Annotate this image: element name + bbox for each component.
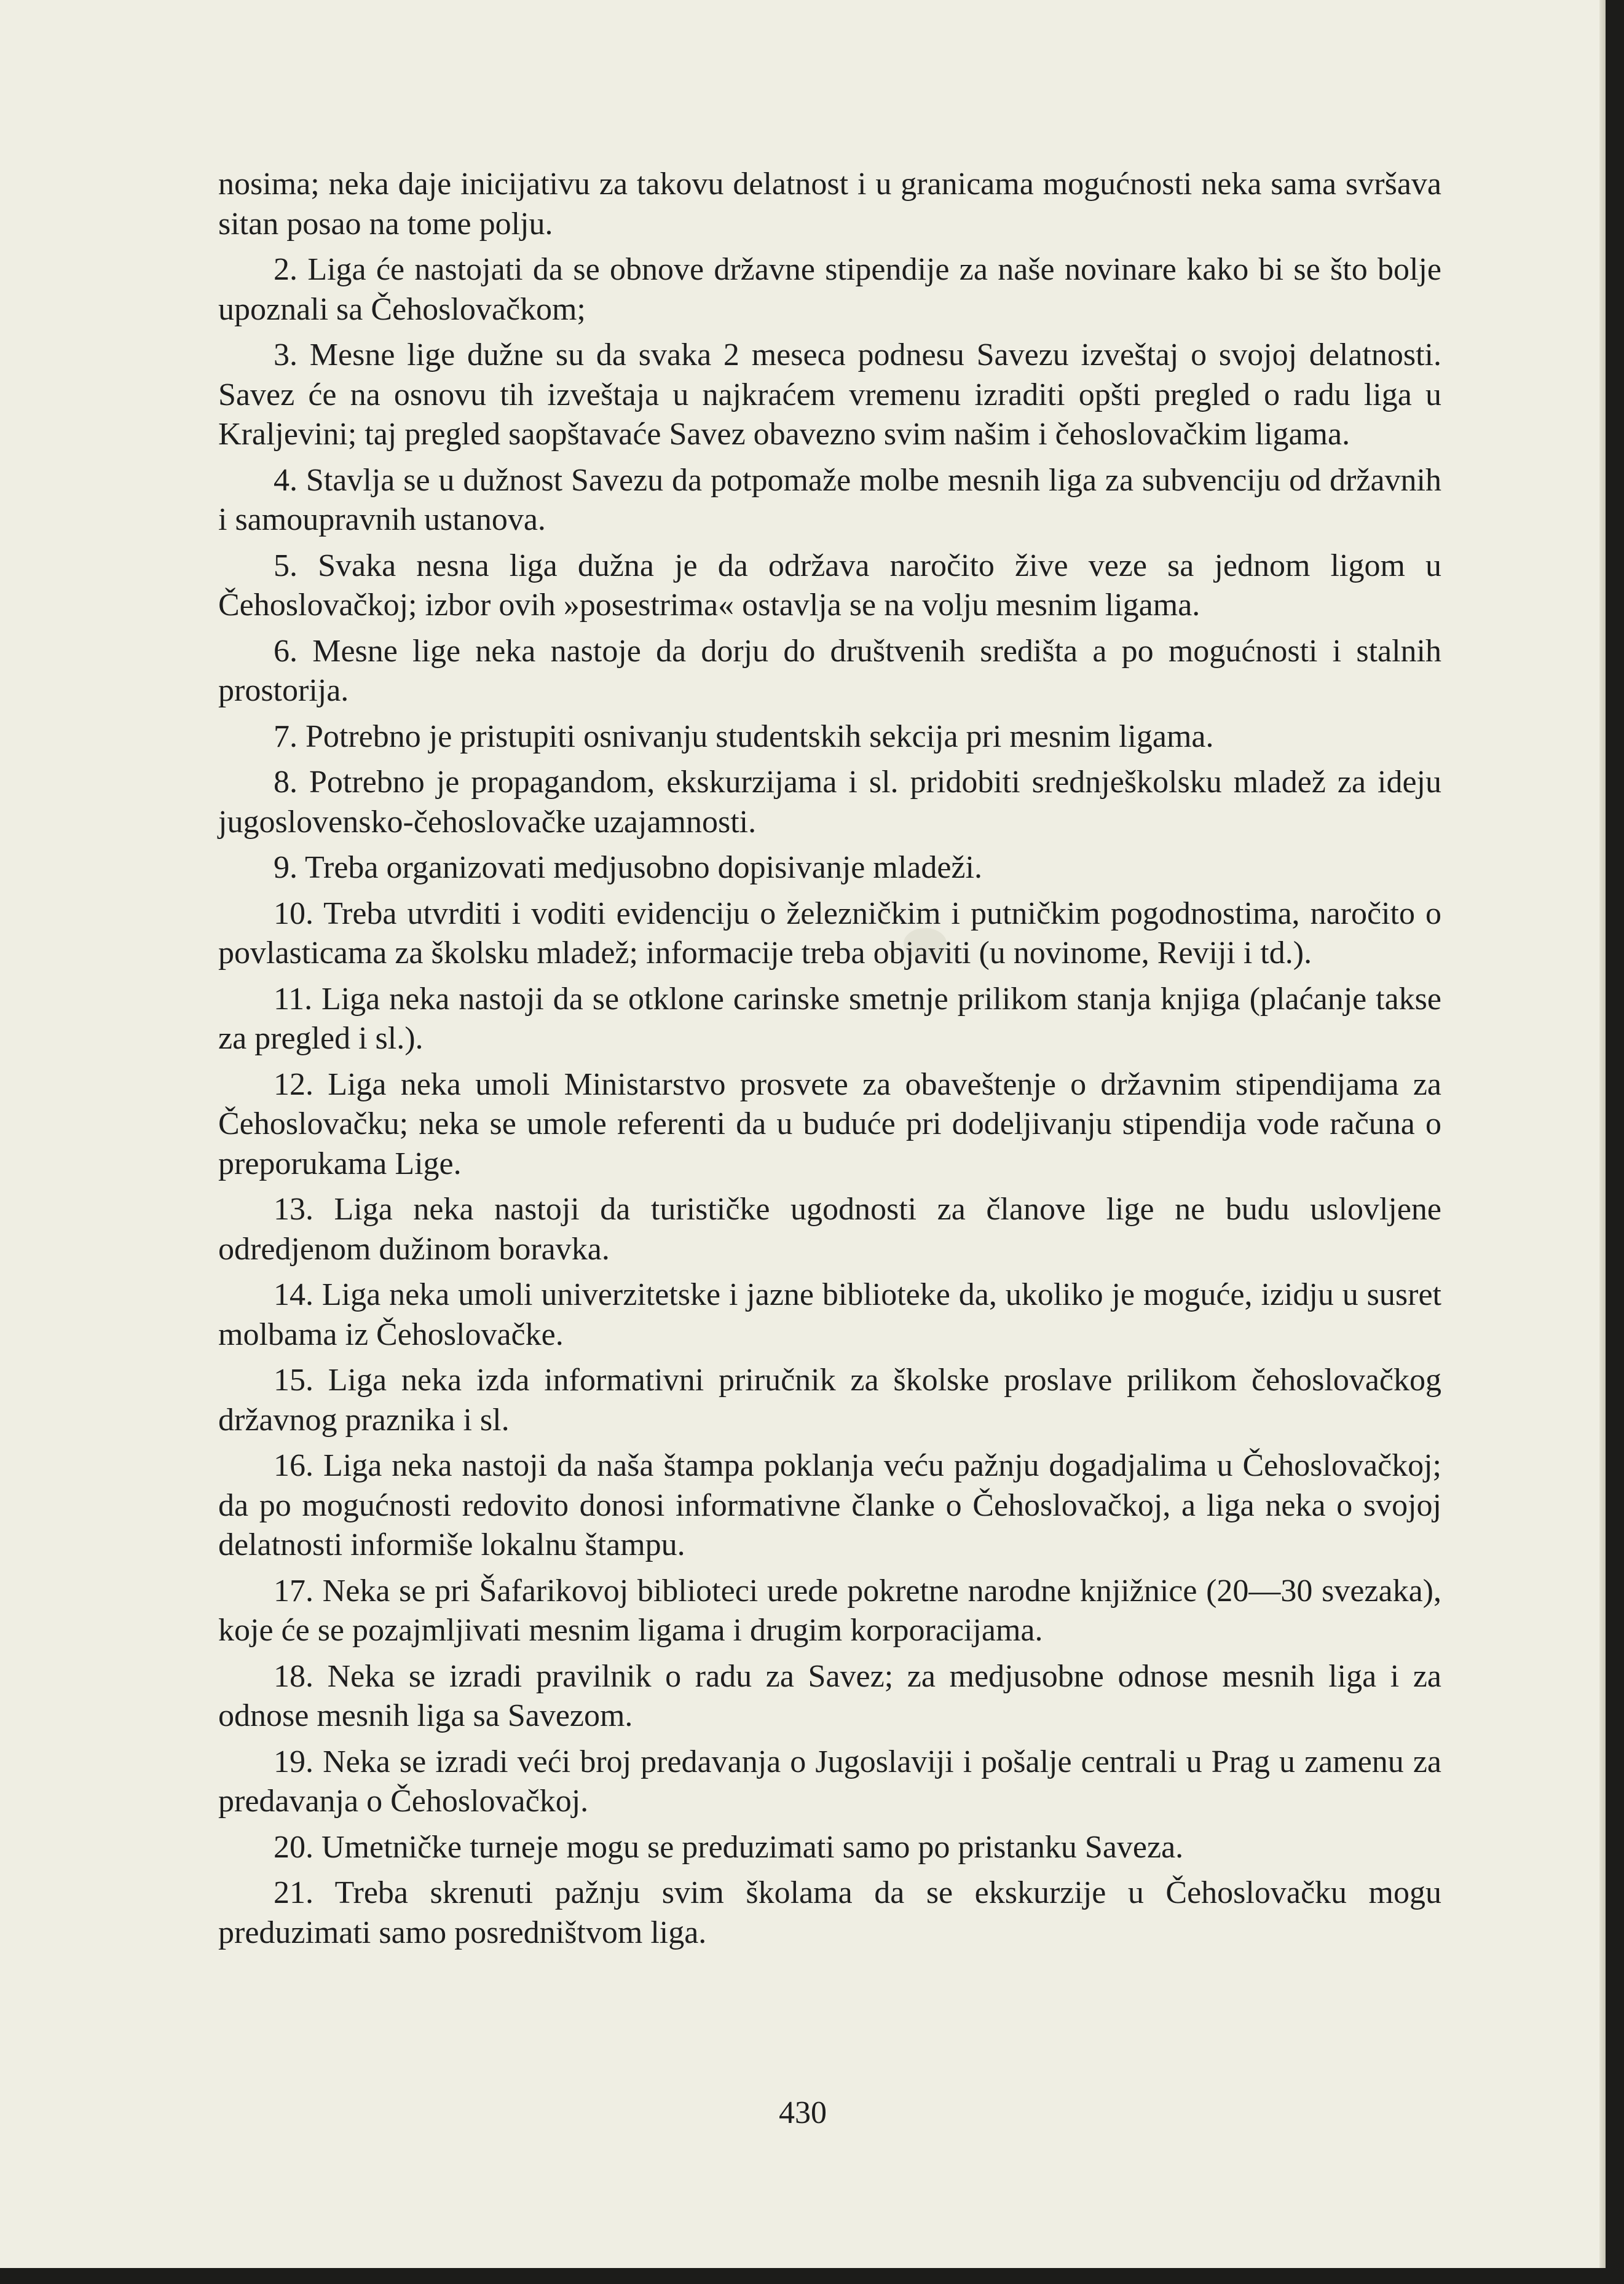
paragraph-item-17: 17. Neka se pri Šafarikovoj biblioteci urede pokretne narodne knjižnice (20—30 svezaka), koje će se pozajmljivati mesnim ligama i drugim korporacijama. bbox=[218, 1573, 1441, 1648]
paragraph-item-19: 19. Neka se izradi veći broj predavanja o Jugoslaviji i pošalje centrali u Prag u zamenu za predavanja o Čehoslovačkoj. bbox=[218, 1744, 1441, 1819]
paragraph-item-9: 9. Treba organizovati medjusobno dopisivanje mladeži. bbox=[274, 850, 982, 885]
paragraph-item-4: 4. Stavlja se u dužnost Savezu da potpomaže molbe mesnih liga za subvenciju od državnih i samoupravnih ustanova. bbox=[218, 462, 1441, 537]
paragraph-item-15: 15. Liga neka izda informativni priručnik za školske proslave prilikom čehoslovačkog državnog praznika i sl. bbox=[218, 1363, 1441, 1438]
paragraph-item-14: 14. Liga neka umoli univerzitetske i jazne biblioteke da, ukoliko je moguće, izidju u susret molbama iz Čehoslovačke. bbox=[218, 1277, 1441, 1352]
paragraph-item-11: 11. Liga neka nastoji da se otklone carinske smetnje prilikom stanja knjiga (plaćanje takse za pregled i sl.). bbox=[218, 981, 1441, 1056]
body-text bbox=[218, 165, 1441, 1959]
paragraph-item-20: 20. Umetničke turneje mogu se preduzimati samo po pristanku Saveza. bbox=[274, 1829, 1184, 1865]
paragraph-item-5: 5. Svaka nesna liga dužna je da održava naročito žive veze sa jednom ligom u Čehoslovačkoj; izbor ovih »posestrima« ostavlja se na volju mesnim ligama. bbox=[218, 548, 1441, 623]
paragraph-item-10: 10. Treba utvrditi i voditi evidenciju o železničkim i putničkim pogodnostima, naročito o povlasticama za školsku mladež; informacije treba objaviti (u novinome, Reviji i td.). bbox=[218, 896, 1441, 971]
paragraph-item-18: 18. Neka se izradi pravilnik o radu za Savez; za medjusobne odnose mesnih liga i za odnose mesnih liga sa Savezom. bbox=[218, 1658, 1441, 1733]
page-number: 430 bbox=[779, 2095, 827, 2130]
paragraph-item-6: 6. Mesne lige neka nastoje da dorju do društvenih središta a po mogućnosti i stalnih prostorija. bbox=[218, 633, 1441, 708]
paragraph-item-12: 12. Liga neka umoli Ministarstvo prosvete za obaveštenje o državnim stipendijama za Čehoslovačku; neka se umole referenti da u buduće pri dodeljivanju stipendija vode računa o preporukama Lige. bbox=[218, 1066, 1441, 1181]
paragraph-item-21: 21. Treba skrenuti pažnju svim školama da se ekskurzije u Čehoslovačku mogu preduzimati samo posredništvom liga. bbox=[218, 1875, 1441, 1950]
page-edge-shadow bbox=[1599, 0, 1606, 2268]
paragraph-item-16: 16. Liga neka nastoji da naša štampa poklanja veću pažnju dogadjalima u Čehoslovačkoj; da po mogućnosti redovito donosi informativne članke o Čehoslovačkoj, a liga neka o svojoj delatnosti informiše lokalnu štampu. bbox=[218, 1448, 1441, 1562]
paragraph-item-7: 7. Potrebno je pristupiti osnivanju studentskih sekcija pri mesnim ligama. bbox=[274, 719, 1214, 754]
paragraph-item-13: 13. Liga neka nastoji da turističke ugodnosti za članove lige ne budu uslovljene odredjenom dužinom boravka. bbox=[218, 1192, 1441, 1267]
paragraph-continuation: nosima; neka daje inicijativu za takovu delatnost i u granicama mogućnosti neka sama svršava sitan posao na tome polju. bbox=[218, 167, 1441, 242]
paragraph-item-3: 3. Mesne lige dužne su da svaka 2 meseca podnesu Savezu izveštaj o svojoj delatnosti. Savez će na osnovu tih izveštaja u najkraćem vremenu izraditi opšti pregled o radu liga u Kraljevini; taj pregled saopštavaće Savez obavezno svim našim i čehoslovačkim ligama. bbox=[218, 337, 1441, 452]
paragraph-item-8: 8. Potrebno je propagandom, ekskurzijama i sl. pridobiti srednješkolsku mladež za ideju jugoslovensko-čehoslovačke uzajamnosti. bbox=[218, 765, 1441, 840]
paragraph-item-2: 2. Liga će nastojati da se obnove državne stipendije za naše novinare kako bi se što bolje upoznali sa Čehoslovačkom; bbox=[218, 252, 1441, 327]
